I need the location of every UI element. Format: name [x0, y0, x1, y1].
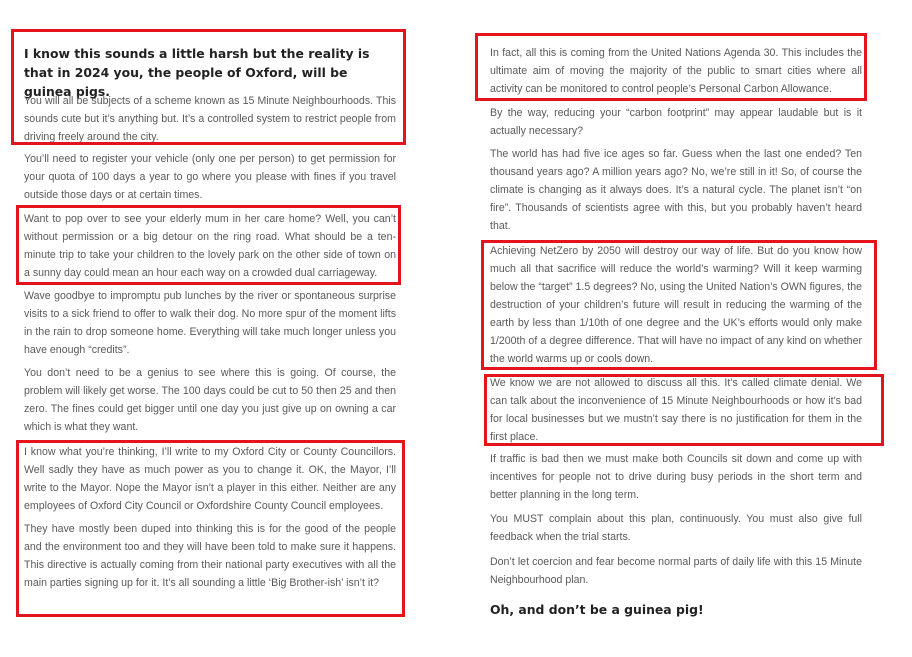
- right-paragraph-7-block: [490, 510, 862, 546]
- right-paragraph-1-block: [490, 44, 862, 98]
- right-paragraph-2-block: [490, 104, 862, 140]
- paragraph-complain: You MUST complain about this plan, continuously. You must also give full feedback when the trial starts.: [490, 513, 862, 543]
- paragraph-duped: They have mostly been duped into thinking this is for the good of the people and the environment too and they will have been told to make sure it happens. This directive is actually coming from their national party executives with all the main parties signing up for it. It’s all sounding a little ‘Big Brother-ish’ isn’t it?: [24, 523, 396, 589]
- right-paragraph-6-block: [490, 450, 862, 504]
- paragraph-genius: You don’t need to be a genius to see where this is going. Of course, the problem will likely get worse. The 100 days could be cut to 50 then 25 and then zero. The fines could get bigger until one day you just give up on owning a car which is what they want.: [24, 367, 396, 433]
- paragraph-elderly-mum: Want to pop over to see your elderly mum in her care home? Well, you can’t without permission or a big detour on the ring road. What should be a ten-minute trip to take your children to the lovely park on the other side of town on a sunny day could mean an hour each way on a crowded dual carriageway.: [24, 213, 396, 279]
- paragraph-traffic: If traffic is bad then we must make both Councils sit down and come up with incentives for people not to drive during busy periods in the short term and better planning in the long term.: [490, 453, 862, 501]
- paragraph-15-minute-scheme: You will all be subjects of a scheme known as 15 Minute Neighbourhoods. This sounds cute but it’s anything but. It’s a controlled system to restrict people from driving freely around the city.: [24, 95, 396, 143]
- left-paragraph-2-block: [24, 150, 396, 204]
- paragraph-pub-lunches: Wave goodbye to impromptu pub lunches by the river or spontaneous surprise visits to a sick friend to offer to walk their dog. No more spur of the moment lifts in the rain to drop someone home. Everything will take much longer unless you have enough “credits”.: [24, 290, 396, 356]
- paragraph-agenda-30: In fact, all this is coming from the United Nations Agenda 30. This includes the ultimate aim of moving the majority of the public to smart cities where all activity can be monitored to control people’s Personal Carbon Allowance.: [490, 47, 862, 95]
- paragraph-ice-ages: The world has had five ice ages so far. Guess when the last one ended? Ten thousand years ago? A million years ago? No, we’re still in it! So, of course the climate is changing as it always does. It’s a natural cycle. The planet isn’t “on fire”. Thousands of scientists agree with this, but you probably haven’t heard that.: [490, 148, 862, 232]
- left-paragraph-5-block: [24, 364, 396, 436]
- right-paragraph-4-block: [490, 242, 862, 368]
- paragraph-councillors: I know what you’re thinking, I’ll write to my Oxford City or County Councillors. Well sadly they have as much power as you to change it. OK, the Mayor, I’ll write to the Mayor. Nope the Mayor isn’t a player in this either. Neither are any employees of Oxford City Council or Oxfordshire County Council employees.: [24, 446, 396, 512]
- left-paragraph-6-block: [24, 443, 396, 515]
- closing-heading-block: [490, 600, 862, 619]
- left-paragraph-1-block: [24, 92, 396, 146]
- right-paragraph-3-block: [490, 145, 862, 235]
- paragraph-climate-denial: We know we are not allowed to discuss all this. It’s called climate denial. We can talk about the inconvenience of 15 Minute Neighbourhoods or how it’s bad for local businesses but we mustn’t say there is no justification for them in the first place.: [490, 377, 862, 443]
- left-paragraph-4-block: [24, 287, 396, 359]
- right-paragraph-8-block: [490, 553, 862, 589]
- closing-heading: Oh, and don’t be a guinea pig!: [490, 602, 704, 617]
- paragraph-carbon-footprint: By the way, reducing your “carbon footprint” may appear laudable but is it actually necessary?: [490, 107, 862, 137]
- left-paragraph-3-block: [24, 210, 396, 282]
- left-paragraph-7-block: [24, 520, 396, 592]
- paragraph-coercion: Don’t let coercion and fear become normal parts of daily life with this 15 Minute Neighbourhood plan.: [490, 556, 862, 586]
- right-paragraph-5-block: [490, 374, 862, 446]
- paragraph-register-vehicle: You’ll need to register your vehicle (only one per person) to get permission for your quota of 100 days a year to go where you please with fines if you travel outside those days or at certain times.: [24, 153, 396, 201]
- paragraph-netzero: Achieving NetZero by 2050 will destroy our way of life. But do you know how much all that sacrifice will reduce the world’s warming? Will it keep warming below the “target” 1.5 degrees? No, using the United Nation’s OWN figures, the destruction of your children’s future will result in reducing the warming of the earth by less than 1/10th of one degree and the UK’s efforts would only make 1/200th of a degree difference. That will have no impact of any kind on whether the world warms up or cools down.: [490, 245, 862, 365]
- heading-guinea-pigs: I know this sounds a little harsh but the reality is that in 2024 you, the people of Oxford, will be guinea pigs.: [24, 46, 370, 99]
